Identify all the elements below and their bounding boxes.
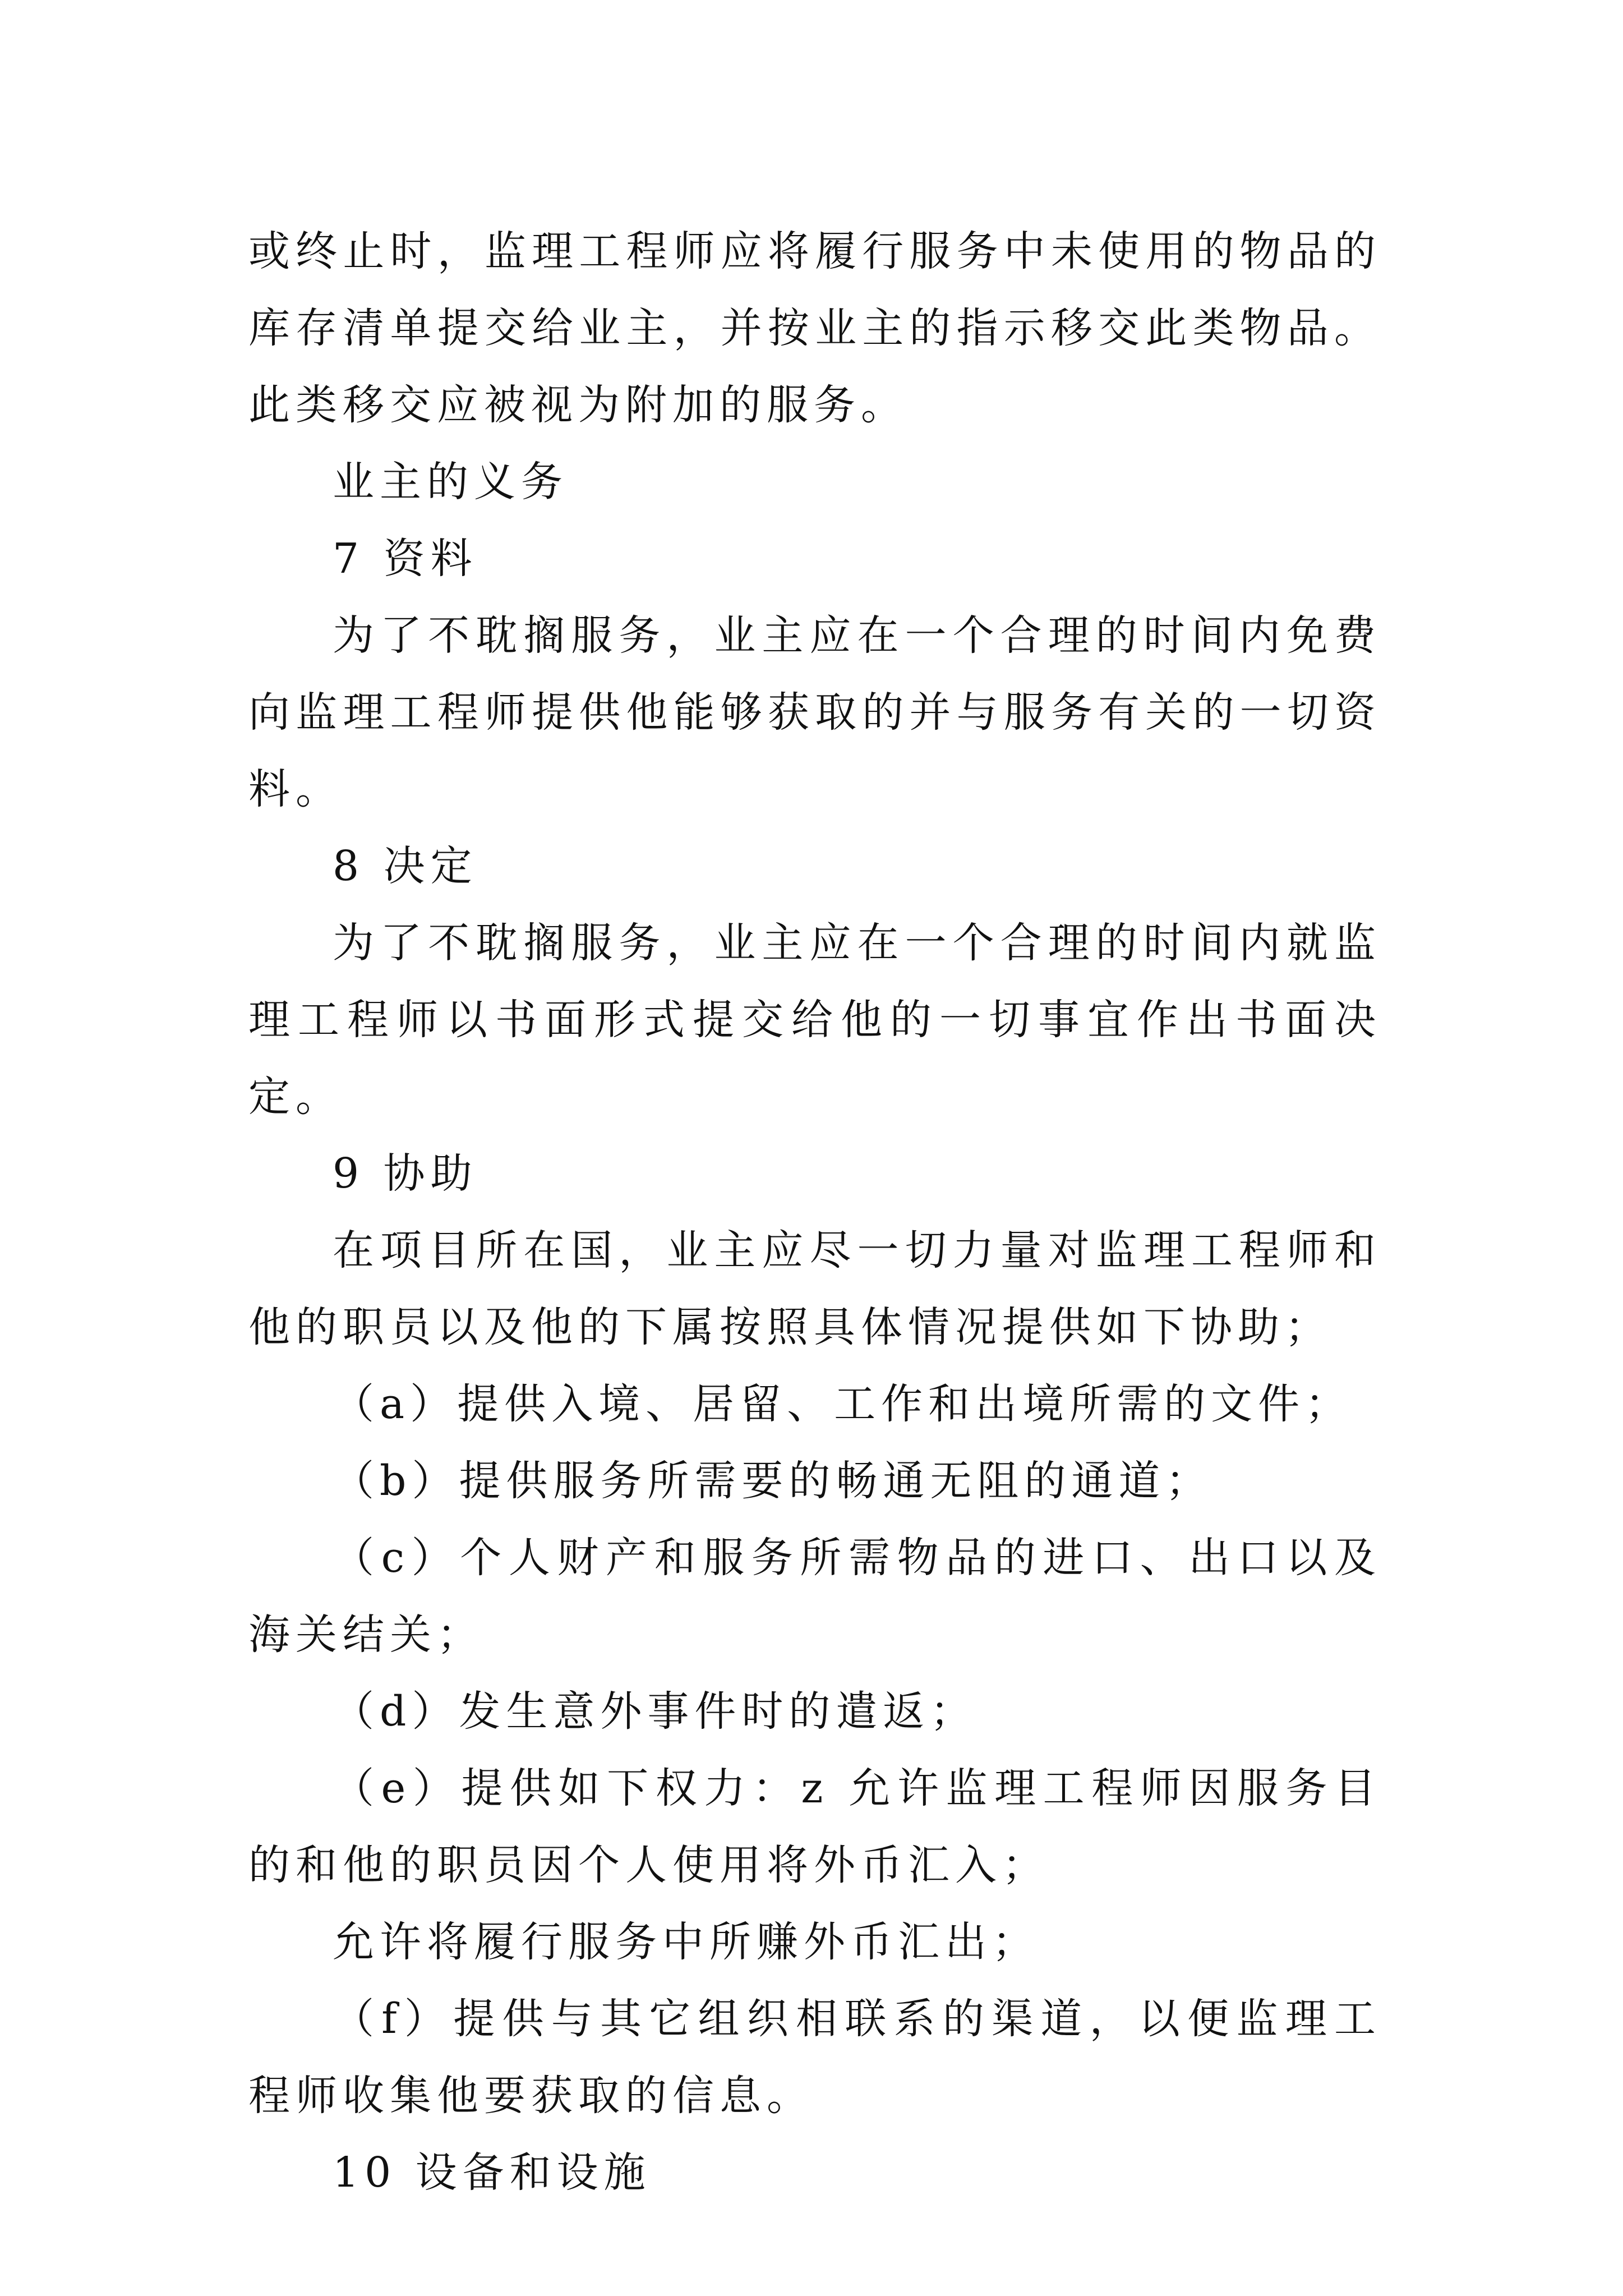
clause-8-text: 为了不耽搁服务，业主应在一个合理的时间内就监理工程师以书面形式提交给他的一切事宜作出书面决定。 [248,919,1381,1121]
clause-heading-7: 7 资料 [333,535,478,583]
clause-heading-10: 10 设备和设施 [333,2148,651,2197]
clause-9-item-e: （e）提供如下权力：z 允许监理工程师因服务目的和他的职员因个人使用将外币汇入； [248,1764,1381,1889]
clause-7-text: 为了不耽搁服务，业主应在一个合理的时间内免费向监理工程师提供他能够获取的并与服务有关的一切资料。 [248,611,1381,813]
clause-heading-8: 8 决定 [333,842,478,890]
clause-9-text: 在项目所在国，业主应尽一切力量对监理工程师和他的职员以及他的下属按照具体情况提供如下协助； [248,1226,1381,1351]
clause-9-item-a: （a）提供入境、居留、工作和出境所需的文件； [333,1380,1353,1428]
clause-heading-9: 9 协助 [333,1149,478,1198]
document-body [248,213,1381,2211]
section-heading-owner-obligations: 业主的义务 [333,458,568,506]
clause-9-item-e-continued: 允许将履行服务中所赚外币汇出； [333,1918,1039,1966]
clause-9-item-c: （c）个人财产和服务所需物品的进口、出口以及海关结关； [248,1534,1381,1659]
paragraph-continuation: 或终止时，监理工程师应将履行服务中未使用的物品的库存清单提交给业主，并按业主的指示移交此类物品。此类移交应被视为附加的服务。 [248,227,1381,429]
clause-9-item-b: （b）提供服务所需要的畅通无阻的通道； [333,1457,1213,1505]
clause-9-item-f: （f）提供与其它组织相联系的渠道，以便监理工程师收集他要获取的信息。 [248,1995,1381,2120]
clause-9-item-d: （d）发生意外事件时的遣返； [333,1687,978,1736]
